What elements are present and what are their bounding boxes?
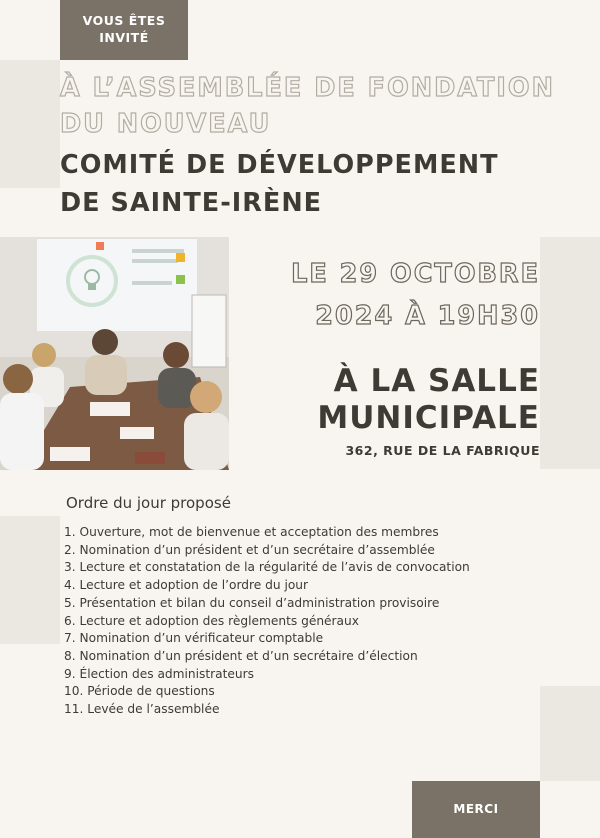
decor-block-right-bottom (540, 686, 600, 781)
meeting-photo-illustration (0, 237, 229, 470)
merci-badge: MERCI (412, 781, 540, 838)
title-outline-line1: À L’ASSEMBLÉE DE FONDATION (60, 73, 555, 103)
title-outline-line2: DU NOUVEAU (60, 109, 272, 139)
invite-label-line1: VOUS ÊTES (82, 13, 166, 28)
event-address: 362, RUE DE LA FABRIQUE (345, 443, 540, 458)
agenda-item: 10. Période de questions (64, 684, 215, 699)
event-venue-line1: À LA SALLE (333, 363, 540, 399)
agenda-item: 2. Nomination d’un président et d’un secrétaire d’assemblée (64, 542, 435, 557)
agenda-item: 6. Lecture et adoption des règlements généraux (64, 613, 359, 628)
agenda-item: 7. Nomination d’un vérificateur comptable (64, 631, 324, 646)
invite-label-line2: INVITÉ (99, 30, 149, 45)
agenda-list (64, 524, 470, 719)
agenda-item: 11. Levée de l’assemblée (64, 702, 220, 717)
title-solid-line1: COMITÉ DE DÉVELOPPEMENT (60, 150, 499, 180)
title-outline (60, 70, 555, 142)
agenda-item: 3. Lecture et constatation de la régularité de l’avis de convocation (64, 560, 470, 575)
decor-block-left-top (0, 60, 60, 188)
title-solid-line2: DE SAINTE-IRÈNE (60, 188, 323, 218)
event-venue (317, 363, 540, 437)
invite-badge (60, 0, 188, 60)
meeting-photo (0, 237, 229, 470)
event-date-line2: 2024 À 19H30 (315, 301, 540, 331)
agenda-item: 4. Lecture et adoption de l’ordre du jour (64, 578, 309, 593)
decor-block-right-middle (540, 237, 600, 469)
agenda-item: 5. Présentation et bilan du conseil d’administration provisoire (64, 595, 440, 610)
decor-block-left-middle (0, 516, 60, 644)
event-venue-line2: MUNICIPALE (317, 400, 540, 436)
agenda-title: Ordre du jour proposé (66, 494, 231, 512)
event-date-line1: LE 29 OCTOBRE (291, 259, 540, 289)
event-date (291, 253, 540, 337)
agenda-item: 1. Ouverture, mot de bienvenue et acceptation des membres (64, 525, 439, 539)
agenda-item: 9. Élection des administrateurs (64, 666, 255, 681)
page-title (60, 146, 499, 222)
agenda-item: 8. Nomination d’un président et d’un secrétaire d’élection (64, 648, 418, 663)
